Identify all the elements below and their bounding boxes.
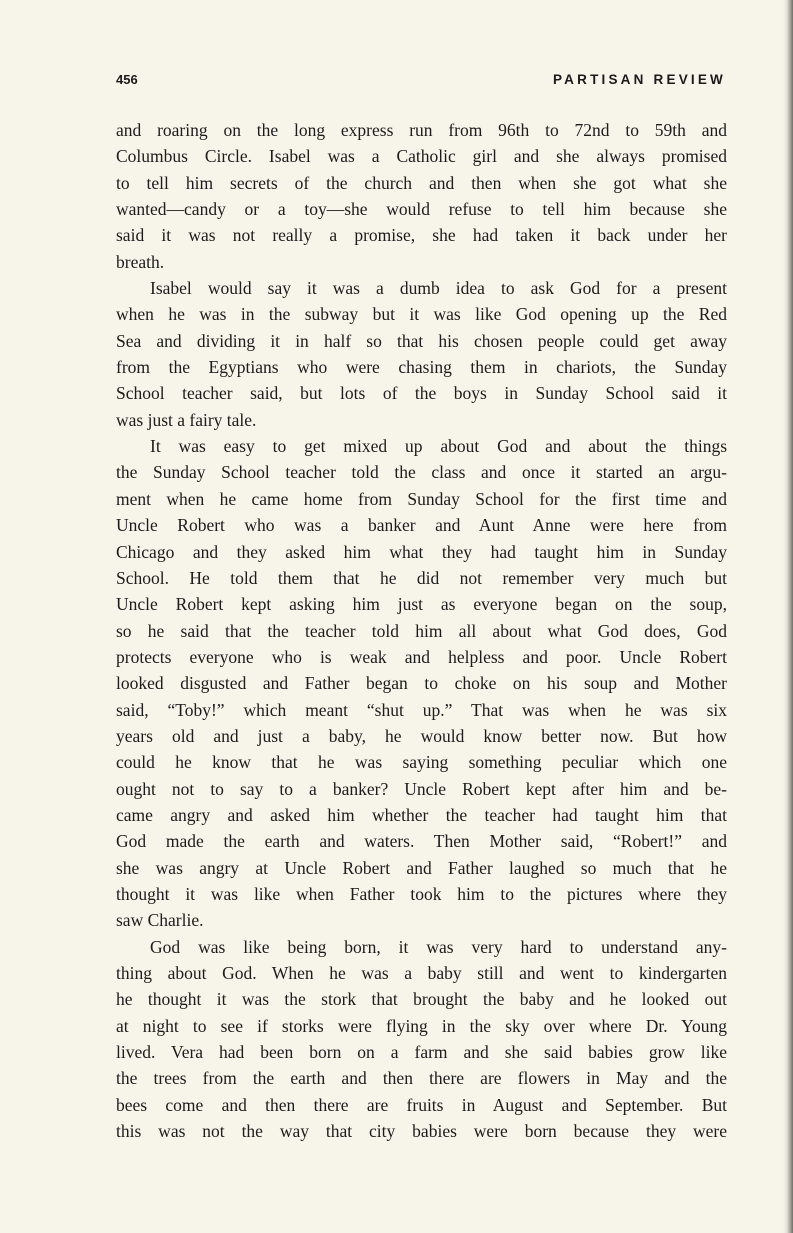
paragraph: [116, 934, 727, 1145]
paragraph: [116, 433, 727, 934]
text-line: the Sunday School teacher told the class and once it started an argu-: [116, 462, 727, 483]
text-line: ment when he came home from Sunday School for the first time and: [116, 488, 727, 509]
text-line: when he was in the subway but it was like God opening up the Red: [116, 304, 727, 325]
text-line: the trees from the earth and then there are flowers in May and the: [116, 1068, 727, 1089]
journal-title: PARTISAN REVIEW: [552, 72, 726, 87]
text-line: Chicago and they asked him what they had taught him in Sunday: [116, 541, 727, 562]
text-line: Sea and dividing it in half so that his chosen people could get away: [116, 330, 727, 351]
text-line: breath.: [116, 251, 165, 272]
text-line: from the Egyptians who were chasing them in chariots, the Sunday: [116, 357, 727, 378]
text-line: thought it was like when Father took him to the pictures where they: [116, 883, 727, 904]
text-line: God was like being born, it was very hard to understand any-: [150, 936, 727, 957]
paragraph: [116, 117, 727, 275]
text-line: Isabel would say it was a dumb idea to ask God for a present: [150, 278, 727, 299]
text-line: she was angry at Uncle Robert and Father laughed so much that he: [116, 857, 727, 878]
page-number: 456: [116, 72, 138, 87]
page-edge-shadow: [783, 0, 793, 1233]
text-line: at night to see if storks were flying in the sky over where Dr. Young: [116, 1015, 727, 1036]
text-line: protects everyone who is weak and helpless and poor. Uncle Robert: [116, 646, 727, 667]
text-line: lived. Vera had been born on a farm and she said babies grow like: [116, 1042, 727, 1063]
text-line: so he said that the teacher told him all about what God does, God: [116, 620, 727, 641]
text-line: wanted—candy or a toy—she would refuse to tell him because she: [116, 199, 727, 220]
text-line: God made the earth and waters. Then Mother said, “Robert!” and: [116, 831, 727, 852]
running-head: [116, 72, 726, 92]
body-text: [116, 117, 727, 1144]
text-line: It was easy to get mixed up about God and about the things: [150, 436, 727, 457]
text-line: was just a fairy tale.: [116, 409, 257, 430]
text-line: said, “Toby!” which meant “shut up.” That was when he was six: [116, 699, 727, 720]
text-line: and roaring on the long express run from 96th to 72nd to 59th and: [116, 120, 727, 140]
text-line: bees come and then there are fruits in August and September. But: [116, 1094, 727, 1115]
text-line: Uncle Robert kept asking him just as everyone began on the soup,: [116, 594, 727, 615]
text-line: this was not the way that city babies were born because they were: [116, 1121, 727, 1142]
text-line: came angry and asked him whether the teacher had taught him that: [116, 804, 727, 825]
text-line: School. He told them that he did not remember very much but: [116, 567, 727, 588]
text-line: he thought it was the stork that brought the baby and he looked out: [116, 989, 727, 1010]
text-line: saw Charlie.: [116, 910, 204, 931]
text-line: Uncle Robert who was a banker and Aunt Anne were here from: [116, 515, 727, 536]
paragraph: [116, 275, 727, 433]
text-line: looked disgusted and Father began to choke on his soup and Mother: [116, 673, 727, 694]
text-line: Columbus Circle. Isabel was a Catholic girl and she always promised: [116, 146, 727, 167]
text-line: years old and just a baby, he would know better now. But how: [116, 725, 727, 746]
text-line: ought not to say to a banker? Uncle Robert kept after him and be-: [116, 778, 727, 799]
text-line: School teacher said, but lots of the boys in Sunday School said it: [116, 383, 727, 404]
text-line: said it was not really a promise, she had taken it back under her: [116, 225, 727, 246]
text-line: to tell him secrets of the church and then when she got what she: [116, 172, 727, 193]
text-line: could he know that he was saying something peculiar which one: [116, 752, 727, 773]
text-line: thing about God. When he was a baby still and went to kindergarten: [116, 963, 727, 983]
